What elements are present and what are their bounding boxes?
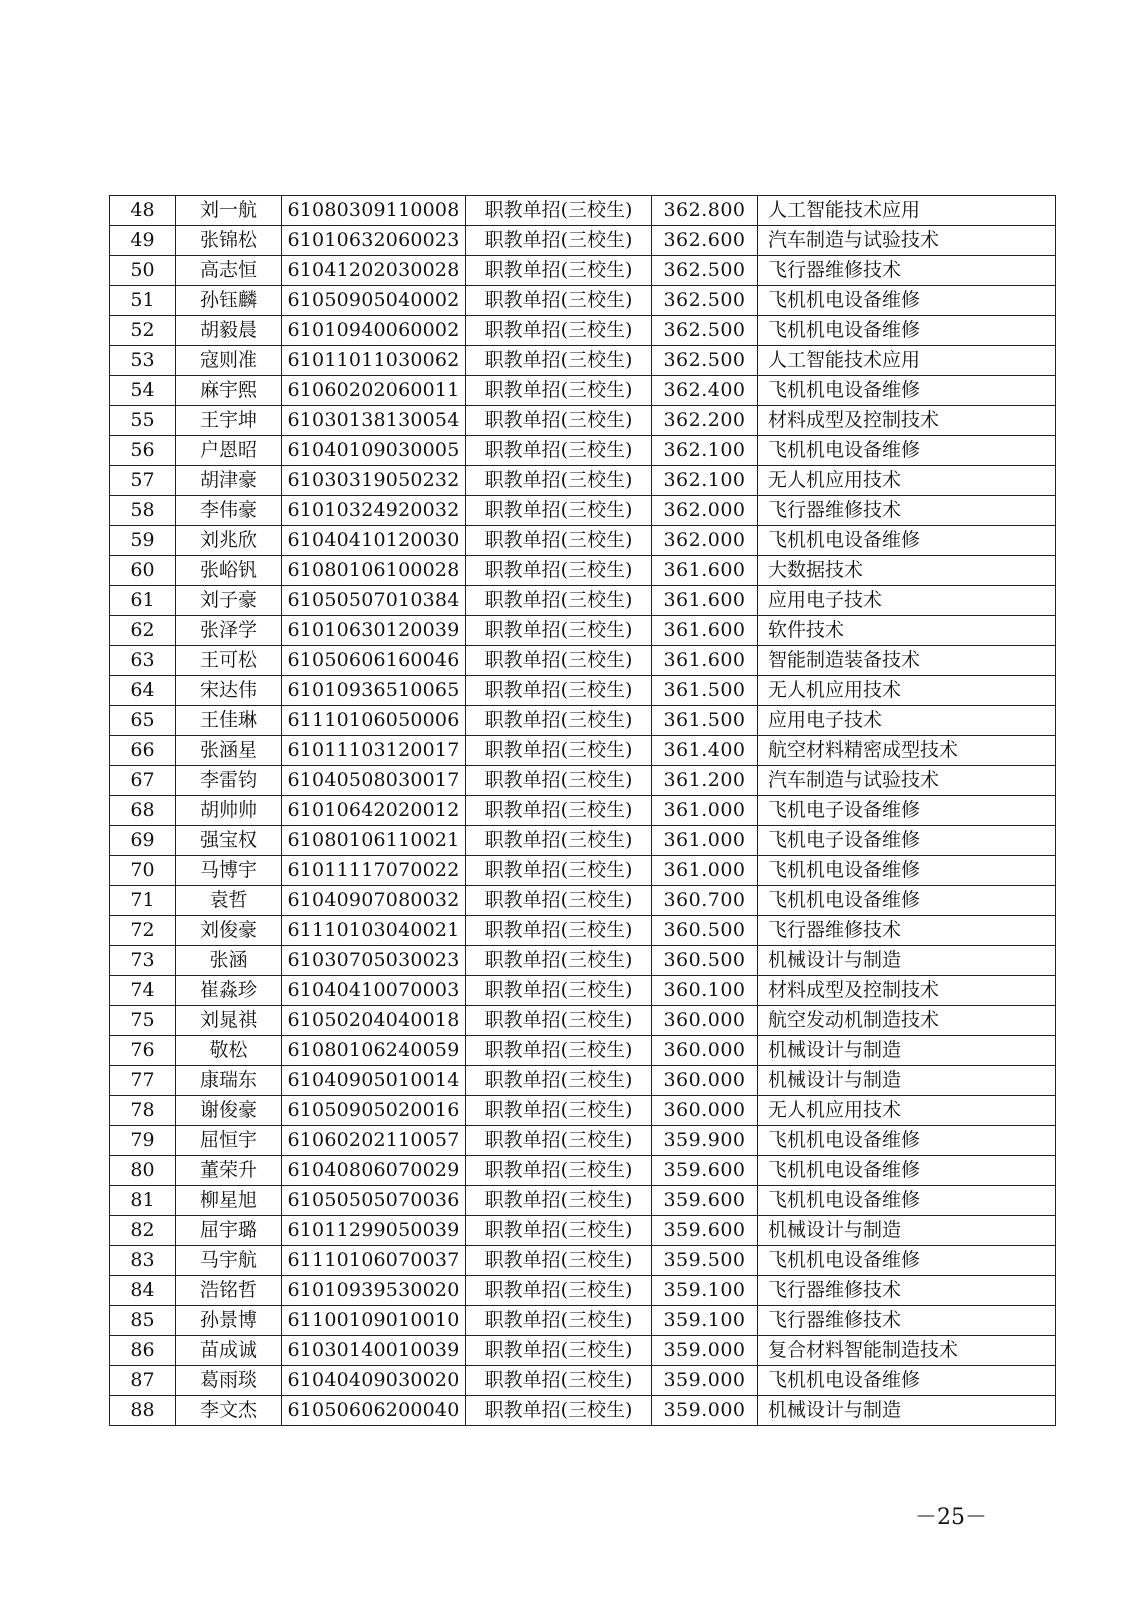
cell-student-name: 葛雨琰: [176, 1366, 282, 1396]
cell-admission-type: 职教单招(三校生): [466, 406, 652, 436]
cell-score: 359.500: [652, 1246, 758, 1276]
cell-exam-id: 61030705030023: [282, 946, 466, 976]
cell-sequence-number: 86: [110, 1336, 176, 1366]
cell-sequence-number: 54: [110, 376, 176, 406]
cell-major: 无人机应用技术: [758, 676, 1056, 706]
cell-major: 飞机电子设备维修: [758, 796, 1056, 826]
cell-major: 软件技术: [758, 616, 1056, 646]
cell-admission-type: 职教单招(三校生): [466, 616, 652, 646]
table-row: [110, 256, 1056, 286]
cell-major: 材料成型及控制技术: [758, 976, 1056, 1006]
table-row: [110, 496, 1056, 526]
cell-exam-id: 61050505070036: [282, 1186, 466, 1216]
cell-student-name: 户恩昭: [176, 436, 282, 466]
cell-exam-id: 61010642020012: [282, 796, 466, 826]
admission-table: [109, 195, 1056, 1426]
cell-admission-type: 职教单招(三校生): [466, 1186, 652, 1216]
cell-sequence-number: 78: [110, 1096, 176, 1126]
cell-student-name: 敬松: [176, 1036, 282, 1066]
cell-admission-type: 职教单招(三校生): [466, 886, 652, 916]
cell-sequence-number: 70: [110, 856, 176, 886]
cell-admission-type: 职教单招(三校生): [466, 856, 652, 886]
cell-score: 362.200: [652, 406, 758, 436]
cell-major: 复合材料智能制造技术: [758, 1336, 1056, 1366]
cell-score: 360.700: [652, 886, 758, 916]
cell-major: 飞机机电设备维修: [758, 1186, 1056, 1216]
cell-sequence-number: 64: [110, 676, 176, 706]
cell-major: 飞行器维修技术: [758, 1306, 1056, 1336]
cell-admission-type: 职教单招(三校生): [466, 1366, 652, 1396]
cell-sequence-number: 85: [110, 1306, 176, 1336]
cell-admission-type: 职教单招(三校生): [466, 1006, 652, 1036]
table-row: [110, 466, 1056, 496]
cell-exam-id: 61040907080032: [282, 886, 466, 916]
cell-sequence-number: 87: [110, 1366, 176, 1396]
cell-score: 359.100: [652, 1306, 758, 1336]
cell-sequence-number: 51: [110, 286, 176, 316]
cell-student-name: 刘一航: [176, 196, 282, 226]
cell-major: 飞机机电设备维修: [758, 1156, 1056, 1186]
cell-sequence-number: 81: [110, 1186, 176, 1216]
cell-student-name: 张峪钒: [176, 556, 282, 586]
table-row: [110, 1366, 1056, 1396]
cell-sequence-number: 69: [110, 826, 176, 856]
cell-major: 飞机电子设备维修: [758, 826, 1056, 856]
cell-score: 361.600: [652, 556, 758, 586]
cell-student-name: 张涵: [176, 946, 282, 976]
cell-admission-type: 职教单招(三校生): [466, 1096, 652, 1126]
cell-student-name: 李伟豪: [176, 496, 282, 526]
cell-exam-id: 61050606200040: [282, 1396, 466, 1426]
table-row: [110, 316, 1056, 346]
cell-admission-type: 职教单招(三校生): [466, 256, 652, 286]
cell-admission-type: 职教单招(三校生): [466, 1126, 652, 1156]
cell-sequence-number: 65: [110, 706, 176, 736]
cell-admission-type: 职教单招(三校生): [466, 1306, 652, 1336]
cell-major: 飞机机电设备维修: [758, 526, 1056, 556]
table-row: [110, 796, 1056, 826]
cell-admission-type: 职教单招(三校生): [466, 586, 652, 616]
cell-score: 362.500: [652, 286, 758, 316]
cell-admission-type: 职教单招(三校生): [466, 1336, 652, 1366]
cell-student-name: 胡毅晨: [176, 316, 282, 346]
cell-exam-id: 61011103120017: [282, 736, 466, 766]
cell-score: 361.600: [652, 586, 758, 616]
cell-score: 360.000: [652, 1036, 758, 1066]
cell-exam-id: 61030140010039: [282, 1336, 466, 1366]
table-row: [110, 406, 1056, 436]
cell-score: 361.200: [652, 766, 758, 796]
cell-major: 飞行器维修技术: [758, 916, 1056, 946]
cell-admission-type: 职教单招(三校生): [466, 736, 652, 766]
cell-student-name: 马博宇: [176, 856, 282, 886]
cell-exam-id: 61011011030062: [282, 346, 466, 376]
table-row: [110, 286, 1056, 316]
cell-sequence-number: 56: [110, 436, 176, 466]
cell-sequence-number: 73: [110, 946, 176, 976]
cell-sequence-number: 62: [110, 616, 176, 646]
cell-exam-id: 61080309110008: [282, 196, 466, 226]
cell-admission-type: 职教单招(三校生): [466, 766, 652, 796]
cell-score: 362.800: [652, 196, 758, 226]
cell-score: 362.100: [652, 466, 758, 496]
cell-admission-type: 职教单招(三校生): [466, 796, 652, 826]
cell-exam-id: 61040410120030: [282, 526, 466, 556]
table-row: [110, 1396, 1056, 1426]
cell-student-name: 屈恒宇: [176, 1126, 282, 1156]
cell-admission-type: 职教单招(三校生): [466, 436, 652, 466]
cell-admission-type: 职教单招(三校生): [466, 1246, 652, 1276]
cell-score: 361.000: [652, 796, 758, 826]
cell-sequence-number: 84: [110, 1276, 176, 1306]
cell-admission-type: 职教单招(三校生): [466, 196, 652, 226]
cell-exam-id: 61040905010014: [282, 1066, 466, 1096]
cell-sequence-number: 52: [110, 316, 176, 346]
cell-admission-type: 职教单招(三校生): [466, 376, 652, 406]
cell-admission-type: 职教单招(三校生): [466, 286, 652, 316]
table-row: [110, 976, 1056, 1006]
page-number: －25－: [915, 1505, 987, 1530]
cell-score: 359.100: [652, 1276, 758, 1306]
admission-list: [109, 195, 1055, 1426]
cell-student-name: 屈宇璐: [176, 1216, 282, 1246]
cell-exam-id: 61040409030020: [282, 1366, 466, 1396]
cell-student-name: 王可松: [176, 646, 282, 676]
cell-student-name: 李文杰: [176, 1396, 282, 1426]
cell-student-name: 张锦松: [176, 226, 282, 256]
cell-sequence-number: 55: [110, 406, 176, 436]
cell-exam-id: 61060202060011: [282, 376, 466, 406]
cell-score: 361.600: [652, 646, 758, 676]
cell-score: 361.500: [652, 676, 758, 706]
table-row: [110, 676, 1056, 706]
cell-major: 飞机机电设备维修: [758, 286, 1056, 316]
cell-student-name: 王佳琳: [176, 706, 282, 736]
cell-sequence-number: 66: [110, 736, 176, 766]
cell-exam-id: 61010630120039: [282, 616, 466, 646]
cell-sequence-number: 75: [110, 1006, 176, 1036]
table-row: [110, 886, 1056, 916]
table-row: [110, 1276, 1056, 1306]
cell-score: 361.400: [652, 736, 758, 766]
cell-major: 机械设计与制造: [758, 946, 1056, 976]
cell-sequence-number: 80: [110, 1156, 176, 1186]
cell-sequence-number: 88: [110, 1396, 176, 1426]
cell-major: 汽车制造与试验技术: [758, 226, 1056, 256]
cell-sequence-number: 50: [110, 256, 176, 286]
cell-admission-type: 职教单招(三校生): [466, 526, 652, 556]
cell-score: 359.000: [652, 1366, 758, 1396]
cell-admission-type: 职教单招(三校生): [466, 1156, 652, 1186]
cell-score: 359.600: [652, 1156, 758, 1186]
cell-exam-id: 61100109010010: [282, 1306, 466, 1336]
cell-major: 材料成型及控制技术: [758, 406, 1056, 436]
cell-major: 机械设计与制造: [758, 1066, 1056, 1096]
cell-score: 360.000: [652, 1006, 758, 1036]
cell-student-name: 浩铭哲: [176, 1276, 282, 1306]
table-row: [110, 646, 1056, 676]
table-body: [110, 196, 1056, 1426]
cell-sequence-number: 76: [110, 1036, 176, 1066]
cell-score: 362.500: [652, 316, 758, 346]
table-row: [110, 1096, 1056, 1126]
cell-sequence-number: 74: [110, 976, 176, 1006]
cell-exam-id: 61010324920032: [282, 496, 466, 526]
cell-major: 航空材料精密成型技术: [758, 736, 1056, 766]
cell-sequence-number: 60: [110, 556, 176, 586]
cell-exam-id: 61011117070022: [282, 856, 466, 886]
cell-exam-id: 61080106240059: [282, 1036, 466, 1066]
cell-student-name: 谢俊豪: [176, 1096, 282, 1126]
cell-major: 应用电子技术: [758, 586, 1056, 616]
cell-admission-type: 职教单招(三校生): [466, 1066, 652, 1096]
cell-score: 361.600: [652, 616, 758, 646]
cell-student-name: 董荣升: [176, 1156, 282, 1186]
cell-sequence-number: 49: [110, 226, 176, 256]
cell-exam-id: 61050905020016: [282, 1096, 466, 1126]
cell-major: 飞机机电设备维修: [758, 886, 1056, 916]
cell-student-name: 刘兆欣: [176, 526, 282, 556]
cell-score: 362.400: [652, 376, 758, 406]
cell-major: 智能制造装备技术: [758, 646, 1056, 676]
cell-student-name: 胡津豪: [176, 466, 282, 496]
cell-admission-type: 职教单招(三校生): [466, 1396, 652, 1426]
table-row: [110, 1336, 1056, 1366]
cell-student-name: 麻宇熙: [176, 376, 282, 406]
cell-admission-type: 职教单招(三校生): [466, 1276, 652, 1306]
cell-admission-type: 职教单招(三校生): [466, 916, 652, 946]
cell-exam-id: 61050204040018: [282, 1006, 466, 1036]
cell-admission-type: 职教单招(三校生): [466, 946, 652, 976]
cell-exam-id: 61010936510065: [282, 676, 466, 706]
cell-admission-type: 职教单招(三校生): [466, 826, 652, 856]
cell-student-name: 苗成诚: [176, 1336, 282, 1366]
cell-admission-type: 职教单招(三校生): [466, 1036, 652, 1066]
cell-major: 机械设计与制造: [758, 1036, 1056, 1066]
cell-student-name: 孙钰麟: [176, 286, 282, 316]
cell-exam-id: 61110106050006: [282, 706, 466, 736]
cell-sequence-number: 48: [110, 196, 176, 226]
cell-score: 362.000: [652, 526, 758, 556]
cell-admission-type: 职教单招(三校生): [466, 646, 652, 676]
table-row: [110, 526, 1056, 556]
cell-exam-id: 61040109030005: [282, 436, 466, 466]
cell-student-name: 康瑞东: [176, 1066, 282, 1096]
cell-exam-id: 61050507010384: [282, 586, 466, 616]
table-row: [110, 1006, 1056, 1036]
cell-exam-id: 61110103040021: [282, 916, 466, 946]
cell-student-name: 张泽学: [176, 616, 282, 646]
cell-major: 飞机机电设备维修: [758, 856, 1056, 886]
cell-exam-id: 61080106100028: [282, 556, 466, 586]
cell-student-name: 刘子豪: [176, 586, 282, 616]
cell-exam-id: 61110106070037: [282, 1246, 466, 1276]
cell-exam-id: 61010632060023: [282, 226, 466, 256]
cell-sequence-number: 72: [110, 916, 176, 946]
table-row: [110, 856, 1056, 886]
cell-student-name: 王宇坤: [176, 406, 282, 436]
table-row: [110, 1126, 1056, 1156]
cell-major: 大数据技术: [758, 556, 1056, 586]
cell-exam-id: 61050606160046: [282, 646, 466, 676]
table-row: [110, 376, 1056, 406]
cell-sequence-number: 59: [110, 526, 176, 556]
table-row: [110, 1036, 1056, 1066]
cell-student-name: 马宇航: [176, 1246, 282, 1276]
table-row: [110, 586, 1056, 616]
cell-exam-id: 61010939530020: [282, 1276, 466, 1306]
cell-exam-id: 61030319050232: [282, 466, 466, 496]
cell-score: 360.500: [652, 916, 758, 946]
cell-major: 飞行器维修技术: [758, 1276, 1056, 1306]
cell-exam-id: 61060202110057: [282, 1126, 466, 1156]
cell-student-name: 刘晁祺: [176, 1006, 282, 1036]
table-row: [110, 736, 1056, 766]
cell-score: 360.100: [652, 976, 758, 1006]
cell-sequence-number: 77: [110, 1066, 176, 1096]
cell-student-name: 张涵星: [176, 736, 282, 766]
cell-sequence-number: 53: [110, 346, 176, 376]
cell-admission-type: 职教单招(三校生): [466, 556, 652, 586]
cell-major: 无人机应用技术: [758, 1096, 1056, 1126]
cell-score: 359.000: [652, 1336, 758, 1366]
cell-admission-type: 职教单招(三校生): [466, 976, 652, 1006]
table-row: [110, 766, 1056, 796]
cell-exam-id: 61080106110021: [282, 826, 466, 856]
cell-score: 362.100: [652, 436, 758, 466]
cell-exam-id: 61040508030017: [282, 766, 466, 796]
cell-student-name: 柳星旭: [176, 1186, 282, 1216]
cell-major: 飞机机电设备维修: [758, 1246, 1056, 1276]
cell-exam-id: 61041202030028: [282, 256, 466, 286]
cell-admission-type: 职教单招(三校生): [466, 316, 652, 346]
cell-exam-id: 61010940060002: [282, 316, 466, 346]
cell-student-name: 刘俊豪: [176, 916, 282, 946]
table-row: [110, 196, 1056, 226]
table-row: [110, 706, 1056, 736]
cell-major: 航空发动机制造技术: [758, 1006, 1056, 1036]
cell-score: 360.500: [652, 946, 758, 976]
cell-score: 361.000: [652, 826, 758, 856]
cell-admission-type: 职教单招(三校生): [466, 1216, 652, 1246]
cell-student-name: 高志恒: [176, 256, 282, 286]
cell-score: 359.600: [652, 1186, 758, 1216]
cell-major: 飞机机电设备维修: [758, 436, 1056, 466]
cell-admission-type: 职教单招(三校生): [466, 466, 652, 496]
cell-admission-type: 职教单招(三校生): [466, 496, 652, 526]
cell-score: 362.500: [652, 346, 758, 376]
cell-student-name: 崔淼珍: [176, 976, 282, 1006]
cell-score: 359.900: [652, 1126, 758, 1156]
cell-major: 机械设计与制造: [758, 1396, 1056, 1426]
cell-exam-id: 61040410070003: [282, 976, 466, 1006]
cell-student-name: 袁哲: [176, 886, 282, 916]
cell-major: 人工智能技术应用: [758, 346, 1056, 376]
table-row: [110, 1186, 1056, 1216]
cell-sequence-number: 67: [110, 766, 176, 796]
cell-major: 飞机机电设备维修: [758, 1126, 1056, 1156]
cell-score: 362.500: [652, 256, 758, 286]
cell-sequence-number: 57: [110, 466, 176, 496]
cell-exam-id: 61030138130054: [282, 406, 466, 436]
cell-student-name: 强宝权: [176, 826, 282, 856]
cell-major: 无人机应用技术: [758, 466, 1056, 496]
cell-student-name: 胡帅帅: [176, 796, 282, 826]
cell-score: 359.600: [652, 1216, 758, 1246]
cell-admission-type: 职教单招(三校生): [466, 346, 652, 376]
cell-exam-id: 61050905040002: [282, 286, 466, 316]
cell-major: 机械设计与制造: [758, 1216, 1056, 1246]
cell-admission-type: 职教单招(三校生): [466, 706, 652, 736]
cell-student-name: 李雷钧: [176, 766, 282, 796]
cell-sequence-number: 83: [110, 1246, 176, 1276]
table-row: [110, 436, 1056, 466]
cell-sequence-number: 61: [110, 586, 176, 616]
table-row: [110, 1306, 1056, 1336]
table-row: [110, 946, 1056, 976]
cell-major: 应用电子技术: [758, 706, 1056, 736]
cell-score: 360.000: [652, 1096, 758, 1126]
cell-sequence-number: 63: [110, 646, 176, 676]
cell-sequence-number: 68: [110, 796, 176, 826]
table-row: [110, 1216, 1056, 1246]
cell-sequence-number: 82: [110, 1216, 176, 1246]
table-row: [110, 1156, 1056, 1186]
cell-major: 人工智能技术应用: [758, 196, 1056, 226]
table-row: [110, 826, 1056, 856]
cell-student-name: 宋达伟: [176, 676, 282, 706]
cell-admission-type: 职教单招(三校生): [466, 226, 652, 256]
cell-major: 汽车制造与试验技术: [758, 766, 1056, 796]
cell-exam-id: 61011299050039: [282, 1216, 466, 1246]
cell-exam-id: 61040806070029: [282, 1156, 466, 1186]
cell-student-name: 寇则准: [176, 346, 282, 376]
cell-sequence-number: 79: [110, 1126, 176, 1156]
table-row: [110, 1246, 1056, 1276]
cell-score: 359.000: [652, 1396, 758, 1426]
table-row: [110, 616, 1056, 646]
cell-score: 360.000: [652, 1066, 758, 1096]
cell-sequence-number: 71: [110, 886, 176, 916]
cell-major: 飞机机电设备维修: [758, 376, 1056, 406]
cell-major: 飞机机电设备维修: [758, 1366, 1056, 1396]
table-row: [110, 1066, 1056, 1096]
cell-major: 飞行器维修技术: [758, 256, 1056, 286]
cell-score: 362.000: [652, 496, 758, 526]
cell-score: 361.000: [652, 856, 758, 886]
cell-student-name: 孙景博: [176, 1306, 282, 1336]
cell-admission-type: 职教单招(三校生): [466, 676, 652, 706]
cell-sequence-number: 58: [110, 496, 176, 526]
cell-score: 362.600: [652, 226, 758, 256]
table-row: [110, 226, 1056, 256]
cell-major: 飞行器维修技术: [758, 496, 1056, 526]
table-row: [110, 556, 1056, 586]
table-row: [110, 916, 1056, 946]
cell-major: 飞机机电设备维修: [758, 316, 1056, 346]
cell-score: 361.500: [652, 706, 758, 736]
table-row: [110, 346, 1056, 376]
